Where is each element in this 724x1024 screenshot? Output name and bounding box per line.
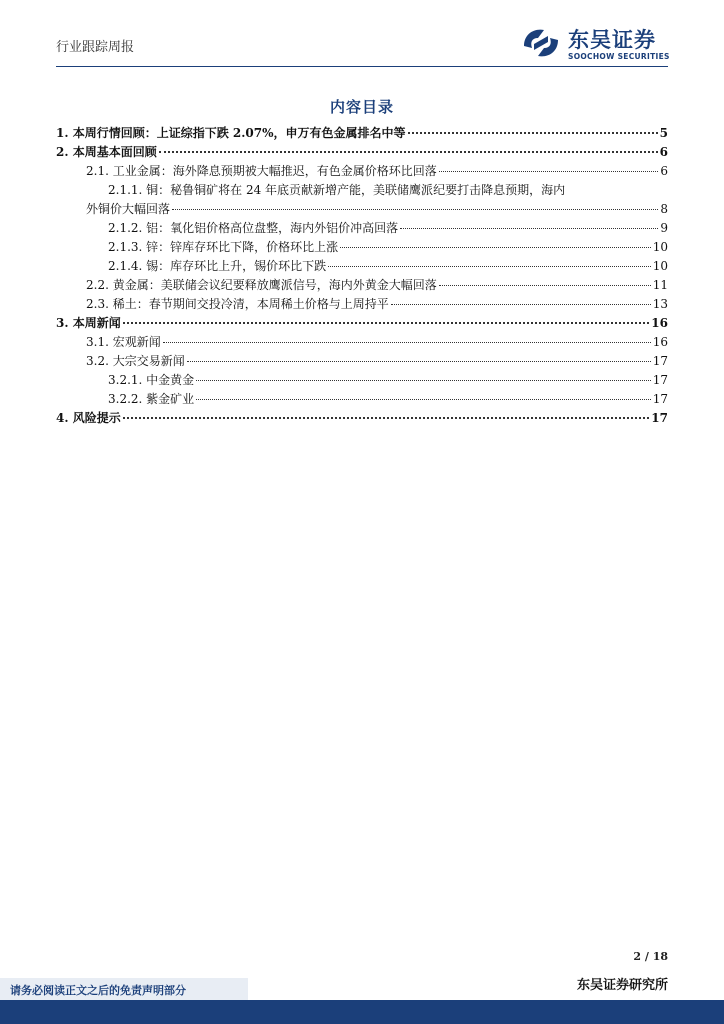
soochow-logo-icon <box>520 24 562 62</box>
company-logo <box>520 24 680 64</box>
toc-page-number: 16 <box>651 316 668 330</box>
toc-page-number: 10 <box>652 259 668 273</box>
toc-leader-dots <box>400 228 658 229</box>
toc-entry-text: 2.1.2. 铝：氧化铝价格高位盘整，海内外铝价冲高回落 <box>108 221 399 235</box>
toc-page-number: 13 <box>652 297 668 311</box>
toc-entry-text: 3.1. 宏观新闻 <box>86 335 161 349</box>
toc-leader-dots <box>439 285 651 286</box>
page-number: 2 / 18 <box>633 950 668 963</box>
toc-entry-text: 3.2.1. 中金黄金 <box>108 373 195 387</box>
toc-page-number: 11 <box>652 278 668 292</box>
toc-entry-text: 2.1.3. 锌：锌库存环比下降，价格环比上涨 <box>108 240 339 254</box>
toc-entry[interactable] <box>56 352 668 371</box>
toc-entry-text: 3. 本周新闻 <box>56 316 121 330</box>
toc-leader-dots <box>328 266 651 267</box>
toc-entry-text: 4. 风险提示 <box>56 411 121 425</box>
toc-entry-text: 外铜价大幅回落 <box>86 202 171 216</box>
toc-leader-dots <box>187 361 651 362</box>
toc-leader-dots <box>163 342 651 343</box>
toc-entry-text[interactable]: 2.1.1. 铜：秘鲁铜矿将在 24 年底贡献新增产能，美联储鹰派纪要打击降息预期，海内 <box>108 183 566 197</box>
institute-name: 东吴证券研究所 <box>576 978 668 993</box>
toc-page-number: 9 <box>660 221 668 235</box>
toc-page-number: 8 <box>660 202 668 216</box>
toc-page-number: 6 <box>659 145 668 159</box>
toc-page-number: 17 <box>652 373 668 387</box>
footer-band <box>0 1000 724 1024</box>
toc-leader-dots <box>340 247 651 248</box>
toc-entry-text: 2.2. 黄金属：美联储会议纪要释放鹰派信号，海内外黄金大幅回落 <box>86 278 437 292</box>
toc-entry[interactable] <box>56 276 668 295</box>
logo-cn-text: 东吴证券 <box>568 28 656 52</box>
toc-entry[interactable] <box>56 333 668 352</box>
toc-leader-dots <box>123 417 650 419</box>
toc-leader-dots <box>408 132 658 134</box>
toc-entry-text: 1. 本周行情回顾：上证综指下跌 2.07%，申万有色金属排名中等 <box>56 126 406 140</box>
logo-en-text: SOOCHOW SECURITIES <box>568 52 670 61</box>
toc-page-number: 6 <box>660 164 668 178</box>
toc-entry[interactable] <box>56 238 668 257</box>
toc-page-number: 17 <box>651 411 668 425</box>
toc-title: 内容目录 <box>329 98 394 116</box>
toc-page-number: 17 <box>652 354 668 368</box>
toc-leader-dots <box>159 151 658 153</box>
toc-entry-text: 2.1. 工业金属：海外降息预期被大幅推迟，有色金属价格环比回落 <box>86 164 437 178</box>
toc-entry-text: 3.2. 大宗交易新闻 <box>86 354 185 368</box>
toc-entry[interactable] <box>56 200 668 219</box>
header-divider <box>56 66 668 67</box>
disclaimer-text: 请务必阅读正文之后的免责声明部分 <box>10 984 186 997</box>
toc-entry[interactable] <box>56 219 668 238</box>
toc-entry-text: 2.3. 稀土：春节期间交投冷清，本周稀土价格与上周持平 <box>86 297 389 311</box>
toc-leader-dots <box>439 171 659 172</box>
toc-leader-dots <box>391 304 651 305</box>
toc-page-number: 10 <box>652 240 668 254</box>
toc-leader-dots <box>196 380 651 381</box>
toc-page-number: 5 <box>659 126 668 140</box>
table-of-contents <box>56 124 668 428</box>
toc-entry-text: 2. 本周基本面回顾 <box>56 145 157 159</box>
toc-entry[interactable] <box>56 371 668 390</box>
toc-entry[interactable] <box>56 162 668 181</box>
toc-page-number: 17 <box>652 392 668 406</box>
toc-entry-text: 2.1.4. 锡：库存环比上升，锡价环比下跌 <box>108 259 327 273</box>
toc-entry[interactable] <box>56 295 668 314</box>
toc-entry[interactable] <box>56 143 668 162</box>
toc-entry[interactable] <box>56 124 668 143</box>
toc-entry[interactable] <box>56 409 668 428</box>
toc-entry-text: 3.2.2. 紫金矿业 <box>108 392 195 406</box>
toc-entry[interactable] <box>56 257 668 276</box>
toc-entry[interactable] <box>56 390 668 409</box>
toc-leader-dots <box>172 209 658 210</box>
toc-page-number: 16 <box>652 335 668 349</box>
report-type-label: 行业跟踪周报 <box>56 40 135 55</box>
toc-leader-dots <box>123 322 650 324</box>
toc-leader-dots <box>196 399 651 400</box>
toc-entry[interactable] <box>56 314 668 333</box>
